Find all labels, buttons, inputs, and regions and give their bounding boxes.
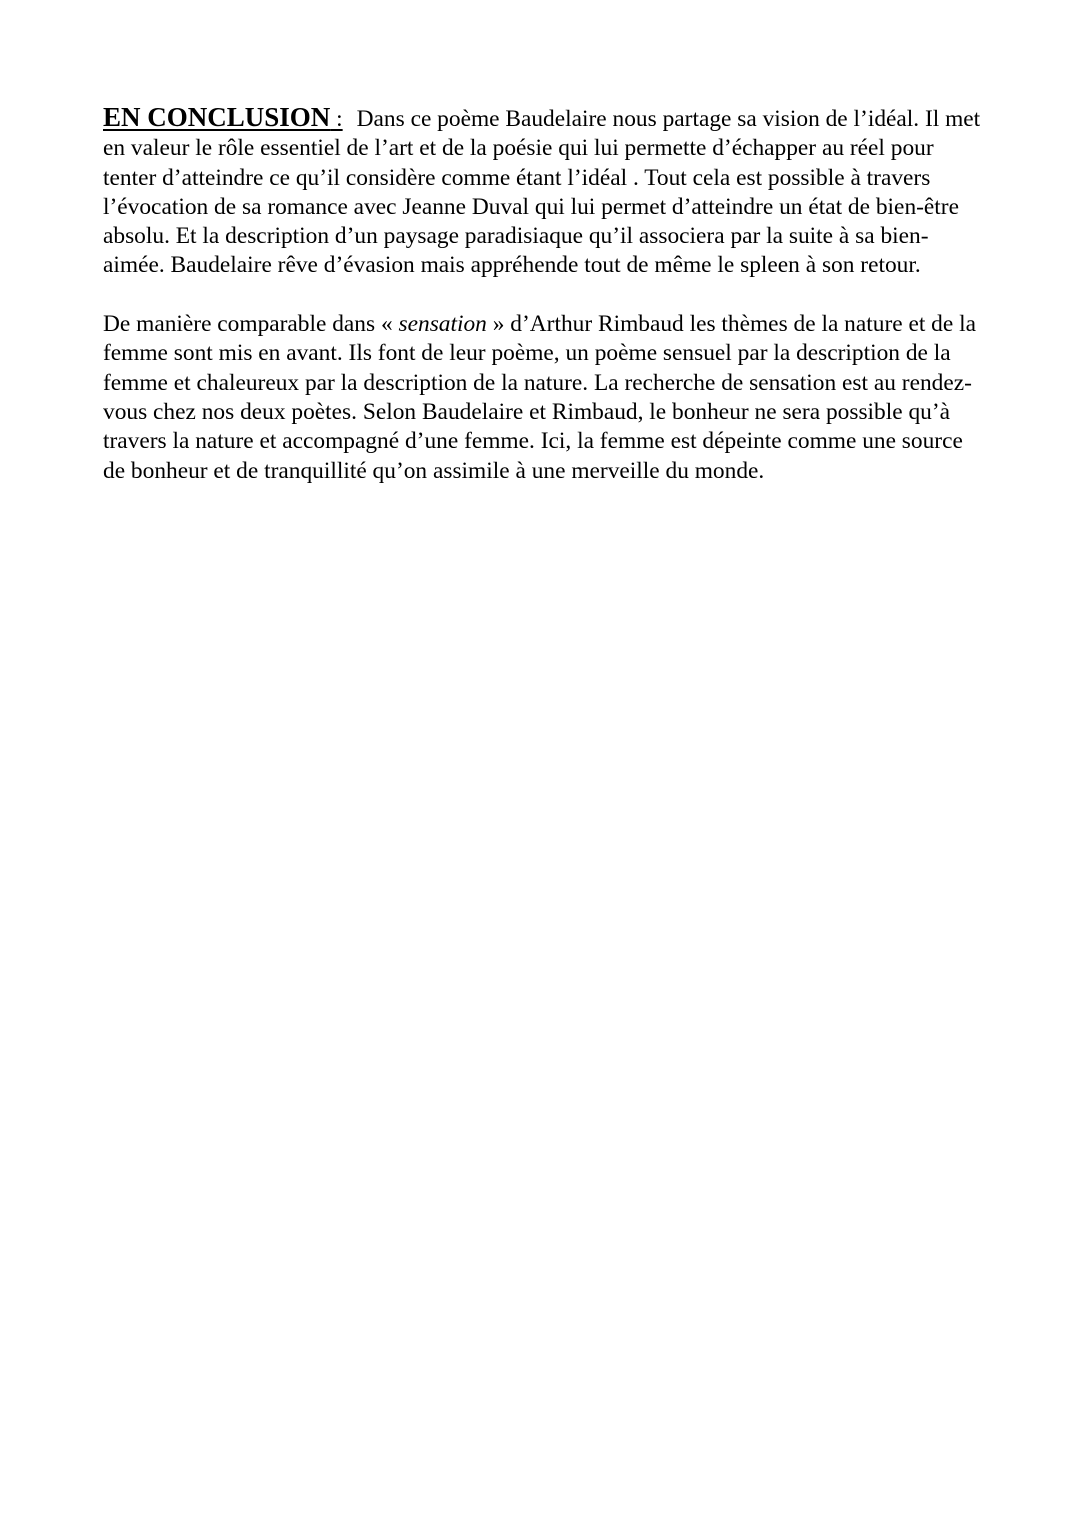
conclusion-heading-colon: : — [330, 106, 343, 132]
poem-title: sensation — [398, 311, 487, 338]
document-body — [103, 103, 983, 486]
comparison-intro: De manière comparable dans « — [103, 311, 399, 338]
conclusion-heading: EN CONCLUSION — [103, 102, 331, 132]
comparison-paragraph — [103, 310, 983, 486]
conclusion-text: Dans ce poème Baudelaire nous partage sa vision de l’idéal. Il met en valeur le rôle essentiel de l’art et de la poésie qui lui permette d’échapper au réel pour tenter d’atteindre ce qu’il considère comme étant l’idéal . Tout cela est possible à travers l’évocation de sa romance avec Jeanne Duval qui lui permet d’atteindre un état de bien-être absolu. Et la description d’un paysage paradisiaque qu’il associera par la suite à sa bien-aimée. Baudelaire rêve d’évasion mais appréhende tout de même le spleen à son retour. — [103, 106, 981, 279]
conclusion-paragraph — [103, 103, 983, 281]
comparison-text: » d’Arthur Rimbaud les thèmes de la nature et de la femme sont mis en avant. Ils font de leur poème, un poème sensuel par la description de la femme et chaleureux par la description de la nature. La recherche de sensation est au rendez-vous chez nos deux poètes. Selon Baudelaire et Rimbaud, le bonheur ne sera possible qu’à travers la nature et accompagné d’une femme. Ici, la femme est dépeinte comme une source de bonheur et de tranquillité qu’on assimile à une merveille du monde. — [103, 311, 976, 484]
